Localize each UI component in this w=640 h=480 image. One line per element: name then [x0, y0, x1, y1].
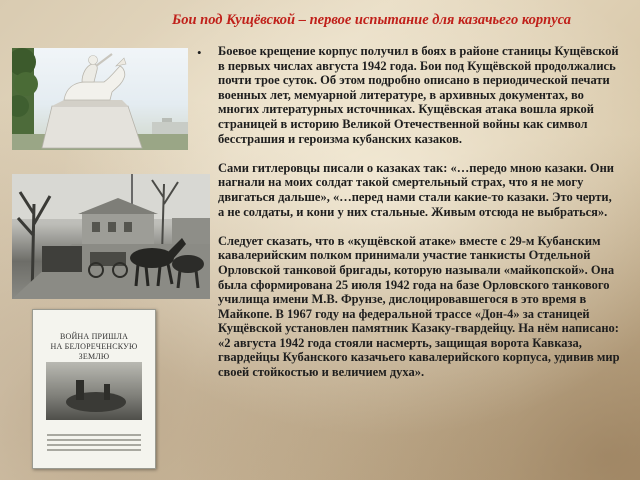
book-cover-photo: [46, 362, 142, 420]
book-title-line2: НА БЕЛОРЕЧЕНСКУЮ ЗЕМЛЮ: [50, 342, 138, 361]
book-title: [37, 332, 151, 362]
body-text: [218, 44, 620, 380]
cavalry-street-photo: [12, 174, 210, 299]
paragraph-intro: Боевое крещение корпус получил в боях в районе станицы Кущёвской в первых числах августа 1942 года. Бои под Кущёвской продолжались почти трое суток. Об этом подробно описано в периодической печати военных лет, мемуарной литературе, в архивных документах, во многих литературных источниках. Кущёвская атака вошла яркой страницей в историю Великой Отечественной войны как символ бесстрашия и героизма кубанских казаков.: [218, 44, 619, 146]
bullet-marker: •: [197, 45, 202, 60]
paragraph-tankers: Следует сказать, что в «кущёвской атаке» вместе с 29-м Кубанским кавалерийским полком принимали участие танкисты Отдельной Орловской танковой бригады, которую называли «майкопской». Она была сформирована 25 июля 1942 года на базе Орловского танкового училища имени М.В. Фрунзе, дислоцировавшегося в это время в Майкопе. В 1967 году на федеральной трассе «Дон-4» за станицей Кущёвской установлен памятник Казаку-гвардейцу. На нём написано: «2 августа 1942 года стояли насмерть, защищая ворота Кавказа, гвардейцы Кубанского казачьего кавалерийского корпуса, удивив мир своей стойкостью и величием духа».: [218, 233, 620, 380]
monument-photo: [12, 48, 188, 150]
monument-image: [12, 48, 188, 150]
paragraph-quotes: Сами гитлеровцы писали о казаках так: «…передо мною казаки. Они нагнали на моих солдат такой смертельный страх, что я не могу двигаться дальше», «…перед нами стали какие-то казаки. Это черти, а не солдаты, и кони у них стальные. Живым отсюда не выбраться».: [218, 160, 614, 219]
book-title-line1: ВОЙНА ПРИШЛА: [59, 332, 129, 341]
cavalry-image: [12, 174, 210, 299]
book-caption: [47, 434, 141, 458]
book-cover: [32, 309, 156, 469]
slide-title: Бои под Кущёвской – первое испытание для казачьего корпуса: [172, 12, 571, 28]
